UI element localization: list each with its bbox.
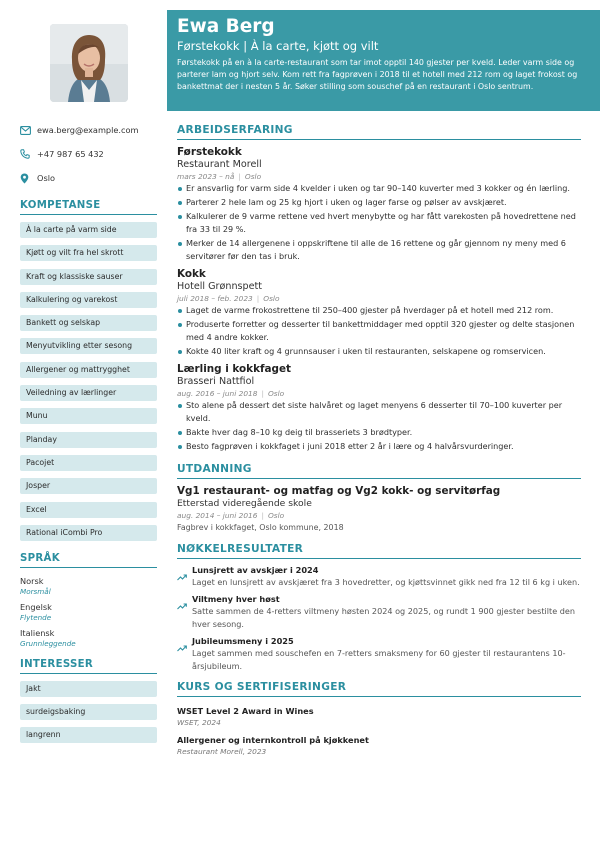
contact-phone (20, 142, 157, 166)
education-title: Vg1 restaurant- og matfag og Vg2 kokk- og servitørfag (177, 485, 501, 497)
skill-chip: Veiledning av lærlinger (20, 385, 157, 401)
bullet-item: Kokte 40 liter kraft og 4 grunnsauser i uken til restauranten, selskapene og romservicen. (177, 345, 581, 358)
education-school: Etterstad videregående skole (177, 498, 312, 509)
education-note: Fagbrev i kokkfaget, Oslo kommune, 2018 (177, 523, 344, 532)
job-entry (177, 146, 581, 263)
achievement-item (177, 636, 581, 673)
profile-summary: Førstekokk på en à la carte-restaurant som tar imot opptil 140 gjester per kveld. Leder varm side og parterer lam og hjort selv. Kom rett fra fagprøven i 2018 til et hotell med 212 rom og laget frokost og bankettmat der i nesten 5 år. Søker stilling som souschef på en restaurant i Oslo sentrum. (177, 58, 578, 92)
achievements-list (177, 565, 581, 673)
course-item (177, 706, 581, 728)
skill-chip: Menyutvikling etter sesong (20, 338, 157, 354)
skill-chip: Bankett og selskap (20, 315, 157, 331)
interests-heading: INTERESSER (20, 659, 157, 674)
language-item (20, 601, 157, 623)
skill-chip: Josper (20, 478, 157, 494)
contact-block (20, 118, 157, 190)
envelope-icon (20, 126, 37, 135)
contact-email (20, 118, 157, 142)
contact-location (20, 166, 157, 190)
trend-up-icon (177, 636, 192, 673)
education-heading: UTDANNING (177, 463, 581, 479)
job-meta (177, 171, 581, 182)
bullet-item: Laget de varme frokostrettene til 250–400 gjester på hverdager på et hotell med 212 rom. (177, 304, 581, 317)
skill-chip: Pacojet (20, 455, 157, 471)
job-bullets (177, 304, 581, 358)
job-company: Restaurant Morell (177, 159, 262, 170)
header-banner (167, 10, 600, 111)
job-title: Kokk (177, 268, 206, 280)
achievement-desc: Laget sammen med souschefen en 7-retters smaksmeny for 60 gjester til restaurantens 10-årsjubileum. (192, 648, 566, 671)
job-title: Førstekokk (177, 146, 242, 158)
job-meta (177, 388, 581, 399)
meta-separator: | (261, 389, 264, 398)
skill-chip: Munu (20, 408, 157, 424)
language-level: Morsmål (20, 586, 51, 596)
languages-list (20, 575, 157, 649)
phone-icon (20, 149, 37, 159)
bullet-item: Parterer 2 hele lam og 25 kg hjort i uken og lager farse og pølser av avskjæret. (177, 196, 581, 209)
job-headline: Førstekokk | À la carte, kjøtt og vilt (177, 39, 379, 53)
job-dates: aug. 2016 – juni 2018 (177, 389, 258, 398)
interests-list (20, 681, 157, 744)
map-pin-icon (20, 173, 37, 184)
bullet-item: Merker de 14 allergenene i oppskriftene til alle de 16 rettene og går gjennom ny meny med 6 servitører før den tas i bruk. (177, 237, 581, 263)
job-bullets (177, 182, 581, 263)
email-text[interactable]: ewa.berg@example.com (37, 125, 139, 135)
portrait-image (50, 24, 128, 102)
achievement-title: Jubileumsmeny i 2025 (192, 636, 294, 646)
language-level: Grunnleggende (20, 638, 76, 648)
bullet-item: Er ansvarlig for varm side 4 kvelder i uken og tar 90–140 kuverter med 3 kokker og én lærling. (177, 182, 581, 195)
meta-separator: | (238, 172, 241, 181)
job-entry (177, 363, 581, 453)
education-entry (177, 485, 581, 534)
interest-chip: langrenn (20, 727, 157, 743)
meta-separator: | (261, 511, 264, 520)
interest-chip: surdeigsbaking (20, 704, 157, 720)
achievement-desc: Satte sammen de 4-retters viltmeny høsten 2024 og 2025, og rundt 1 900 gjester bestilte den hver sesong. (192, 606, 575, 629)
skills-list (20, 222, 157, 541)
bullet-item: Bakte hver dag 8–10 kg deig til brasseriets 3 brødtyper. (177, 426, 581, 439)
courses-heading: KURS OG SERTIFISERINGER (177, 681, 581, 697)
course-meta: WSET, 2024 (177, 718, 221, 727)
language-item (20, 575, 157, 597)
achievements-heading: NØKKELRESULTATER (177, 543, 581, 559)
language-name: Norsk (20, 575, 44, 586)
job-entry (177, 268, 581, 358)
profile-photo (50, 24, 128, 102)
job-dates: mars 2023 – nå (177, 172, 235, 181)
course-meta: Restaurant Morell, 2023 (177, 747, 267, 756)
main-content (177, 124, 581, 764)
skill-chip: Allergener og mattrygghet (20, 362, 157, 378)
job-company: Hotell Grønnspett (177, 281, 263, 292)
job-location: Oslo (263, 294, 280, 303)
trend-up-icon (177, 565, 192, 589)
education-meta (177, 510, 581, 521)
achievement-title: Viltmeny hver høst (192, 594, 280, 604)
meta-separator: | (256, 294, 260, 303)
skill-chip: Excel (20, 502, 157, 518)
language-name: Italiensk (20, 627, 55, 638)
skill-chip: Planday (20, 432, 157, 448)
course-title: WSET Level 2 Award in Wines (177, 706, 314, 716)
language-item (20, 627, 157, 649)
job-location: Oslo (244, 172, 262, 181)
language-name: Engelsk (20, 601, 52, 612)
bullet-item: Produserte forretter og desserter til bankettmiddager med opptil 320 gjester og delte stasjonen med 4 andre kokker. (177, 318, 581, 344)
languages-heading: SPRÅK (20, 553, 157, 568)
achievement-item (177, 594, 581, 631)
phone-text[interactable]: +47 987 65 432 (37, 149, 104, 159)
course-title: Allergener og internkontroll på kjøkkenet (177, 735, 369, 745)
skill-chip: Kalkulering og varekost (20, 292, 157, 308)
skill-chip: Kraft og klassiske sauser (20, 269, 157, 285)
location-text: Oslo (37, 173, 55, 183)
person-name: Ewa Berg (177, 16, 275, 37)
course-item (177, 735, 581, 757)
trend-up-icon (177, 594, 192, 631)
achievement-desc: Laget en lunsjrett av avskjæret fra 3 hovedretter, og kjøttsvinnet gikk ned fra 12 til 6 kg i uken. (192, 577, 580, 587)
job-bullets (177, 399, 581, 453)
achievement-item (177, 565, 581, 589)
interest-chip: Jakt (20, 681, 157, 697)
job-company: Brasseri Nattfiol (177, 376, 255, 387)
job-location: Oslo (267, 389, 285, 398)
education-dates: aug. 2014 – juni 2016 (177, 511, 258, 520)
sidebar (0, 0, 168, 849)
skills-heading: KOMPETANSE (20, 200, 157, 215)
skill-chip: Rational iCombi Pro (20, 525, 157, 541)
bullet-item: Kalkulerer de 9 varme rettene ved hvert menybytte og har fått varekosten på hovedrettene ned fra 33 til 29 %. (177, 210, 581, 236)
skill-chip: À la carte på varm side (20, 222, 157, 238)
education-location: Oslo (267, 511, 285, 520)
experience-heading: ARBEIDSERFARING (177, 124, 581, 140)
language-level: Flytende (20, 612, 52, 622)
bullet-item: Besto fagprøven i kokkfaget i juni 2018 etter 2 år i lære og 4 halvårsvurderinger. (177, 440, 581, 453)
bullet-item: Sto alene på dessert det siste halvåret og laget menyens 6 desserter til 70–100 kuverter per kveld. (177, 399, 581, 425)
courses-list (177, 706, 581, 757)
achievement-title: Lunsjrett av avskjær i 2024 (192, 565, 319, 575)
skill-chip: Kjøtt og vilt fra hel skrott (20, 245, 157, 261)
job-meta (177, 293, 581, 304)
job-title: Lærling i kokkfaget (177, 363, 291, 375)
job-dates: juli 2018 – feb. 2023 (177, 294, 253, 303)
